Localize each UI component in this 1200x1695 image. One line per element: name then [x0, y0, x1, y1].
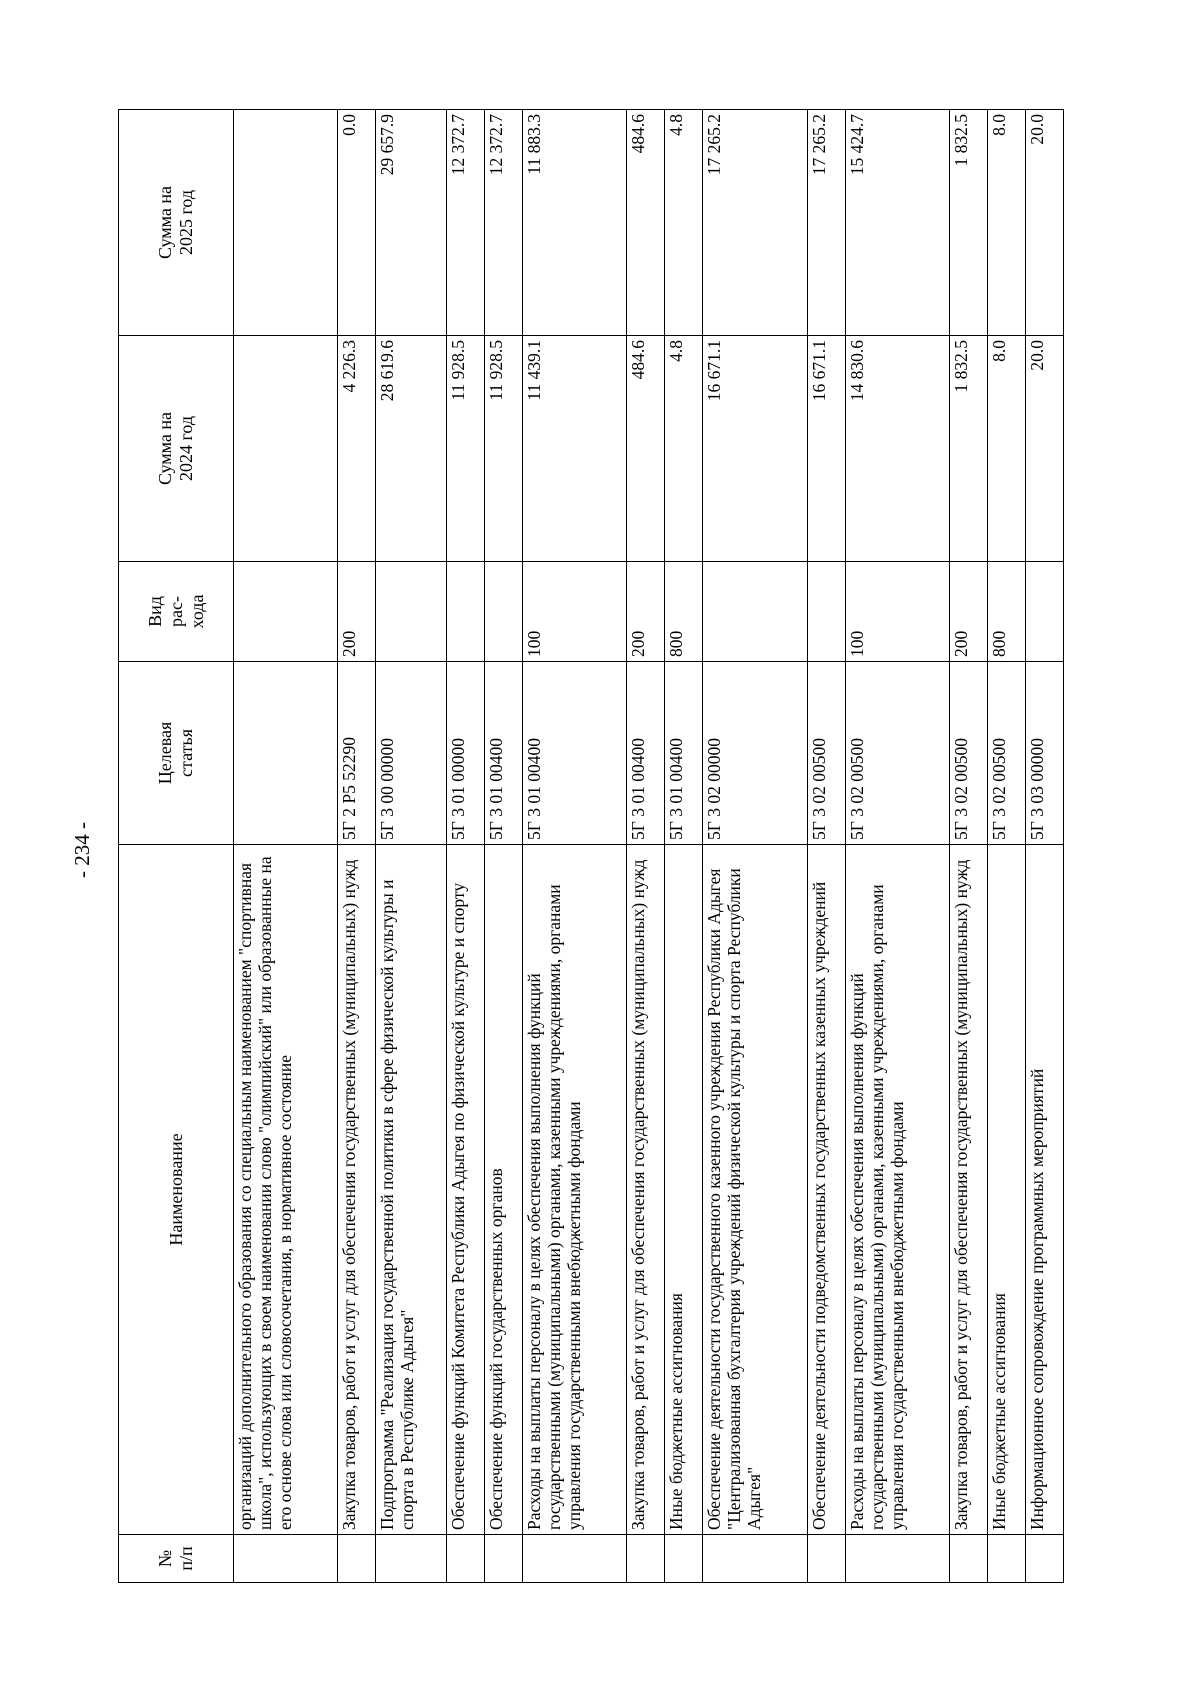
table-row [338, 110, 376, 1583]
table-row [376, 110, 447, 1583]
header-sum-2025: Сумма на 2025 год [119, 110, 234, 336]
row-target-cell: 5Г 3 01 00400 [485, 662, 523, 845]
row-num-cell [1025, 1535, 1063, 1583]
row-sum-2024-cell: 28 619.6 [376, 336, 447, 562]
row-name-cell: Закупка товаров, работ и услуг для обеспечения государственных (муниципальных) нужд [949, 845, 987, 1535]
budget-table-container [118, 110, 1064, 1583]
row-name-cell: Иные бюджетные ассигнования [665, 845, 703, 1535]
row-num-cell [338, 1535, 376, 1583]
row-target-cell: 5Г 3 02 00500 [987, 662, 1025, 845]
row-num-cell [807, 1535, 845, 1583]
row-sum-2025-cell: 8.0 [987, 110, 1025, 336]
row-name-cell: Обеспечение функций Комитета Республики Адыгея по физической культуре и спорту [447, 845, 485, 1535]
row-name-cell: Обеспечение функций государственных органов [485, 845, 523, 1535]
row-sum-2025-cell: 29 657.9 [376, 110, 447, 336]
row-kind-cell [447, 562, 485, 662]
row-sum-2025-cell: 4.8 [665, 110, 703, 336]
row-kind-cell: 200 [338, 562, 376, 662]
table-row [703, 110, 807, 1583]
header-sum-2024: Сумма на 2024 год [119, 336, 234, 562]
row-sum-2025-cell: 17 265.2 [807, 110, 845, 336]
row-num-cell [987, 1535, 1025, 1583]
row-num-cell [949, 1535, 987, 1583]
row-num-cell [485, 1535, 523, 1583]
table-row [234, 110, 338, 1583]
row-kind-cell [1025, 562, 1063, 662]
row-num-cell [234, 1535, 338, 1583]
row-sum-2024-cell: 11 928.5 [485, 336, 523, 562]
row-sum-2024-cell: 8.0 [987, 336, 1025, 562]
row-target-cell: 5Г 3 03 00000 [1025, 662, 1063, 845]
row-sum-2025-cell: 11 883.3 [523, 110, 627, 336]
table-row [949, 110, 987, 1583]
header-kind: Вид рас- хода [119, 562, 234, 662]
row-name-cell: Закупка товаров, работ и услуг для обеспечения государственных (муниципальных) нужд [338, 845, 376, 1535]
row-sum-2024-cell: 484.6 [627, 336, 665, 562]
page-number: - 234 - [70, 822, 94, 878]
row-sum-2024-cell: 16 671.1 [703, 336, 807, 562]
row-name-cell: организаций дополнительного образования со специальным наименованием "спортивная школа", использующих в своем наименовании слово "олимпийский" или образованные на его основе слова или словосочетания, в нормативное состояние [234, 845, 338, 1535]
table-row [447, 110, 485, 1583]
table-row [1025, 110, 1063, 1583]
table-body [234, 110, 1064, 1583]
row-target-cell: 5Г 3 02 00500 [807, 662, 845, 845]
row-sum-2025-cell [234, 110, 338, 336]
row-sum-2025-cell: 484.6 [627, 110, 665, 336]
row-kind-cell [807, 562, 845, 662]
row-target-cell: 5Г 3 00 00000 [376, 662, 447, 845]
row-kind-cell [703, 562, 807, 662]
row-target-cell [234, 662, 338, 845]
row-sum-2024-cell: 20.0 [1025, 336, 1063, 562]
row-num-cell [665, 1535, 703, 1583]
row-sum-2024-cell: 11 439.1 [523, 336, 627, 562]
row-sum-2025-cell: 20.0 [1025, 110, 1063, 336]
budget-table [118, 109, 1064, 1583]
row-sum-2025-cell: 15 424.7 [845, 110, 949, 336]
row-name-cell: Обеспечение деятельности государственного казенного учреждения Республики Адыгея "Централизованная бухгалтерия учреждений физической культуры и спорта Республики Адыгея" [703, 845, 807, 1535]
row-kind-cell: 200 [949, 562, 987, 662]
row-name-cell: Информационное сопровождение программных мероприятий [1025, 845, 1063, 1535]
row-sum-2024-cell: 4.8 [665, 336, 703, 562]
row-num-cell [523, 1535, 627, 1583]
row-kind-cell [234, 562, 338, 662]
row-sum-2024-cell: 4 226.3 [338, 336, 376, 562]
row-kind-cell [376, 562, 447, 662]
row-name-cell: Расходы на выплаты персоналу в целях обеспечения выполнения функций государственными (муниципальными) органами, казенными учреждениями, органами управления государственными внебюджетными фондами [523, 845, 627, 1535]
header-name: Наименование [119, 845, 234, 1535]
row-target-cell: 5Г 3 01 00400 [627, 662, 665, 845]
row-num-cell [845, 1535, 949, 1583]
table-row [807, 110, 845, 1583]
row-sum-2024-cell: 1 832.5 [949, 336, 987, 562]
table-row [627, 110, 665, 1583]
table-row [845, 110, 949, 1583]
header-num: № п/п [119, 1535, 234, 1583]
row-target-cell: 5Г 3 01 00400 [523, 662, 627, 845]
row-sum-2024-cell: 11 928.5 [447, 336, 485, 562]
table-row [485, 110, 523, 1583]
row-name-cell: Иные бюджетные ассигнования [987, 845, 1025, 1535]
row-name-cell: Закупка товаров, работ и услуг для обеспечения государственных (муниципальных) нужд [627, 845, 665, 1535]
row-target-cell: 5Г 2 Р5 52290 [338, 662, 376, 845]
table-row [523, 110, 627, 1583]
row-name-cell: Расходы на выплаты персоналу в целях обеспечения выполнения функций государственными (муниципальными) органами, казенными учреждениями, органами управления государственными внебюджетными фондами [845, 845, 949, 1535]
row-sum-2025-cell: 12 372.7 [485, 110, 523, 336]
row-kind-cell: 200 [627, 562, 665, 662]
row-num-cell [376, 1535, 447, 1583]
row-kind-cell: 800 [987, 562, 1025, 662]
row-kind-cell: 100 [845, 562, 949, 662]
row-target-cell: 5Г 3 02 00500 [845, 662, 949, 845]
row-kind-cell: 800 [665, 562, 703, 662]
header-target: Целевая статья [119, 662, 234, 845]
row-target-cell: 5Г 3 01 00000 [447, 662, 485, 845]
row-sum-2024-cell [234, 336, 338, 562]
table-row [987, 110, 1025, 1583]
row-name-cell: Обеспечение деятельности подведомственных государственных казенных учреждений [807, 845, 845, 1535]
table-row [665, 110, 703, 1583]
row-target-cell: 5Г 3 02 00500 [949, 662, 987, 845]
row-kind-cell [485, 562, 523, 662]
row-target-cell: 5Г 3 01 00400 [665, 662, 703, 845]
row-sum-2025-cell: 1 832.5 [949, 110, 987, 336]
row-kind-cell: 100 [523, 562, 627, 662]
row-sum-2025-cell: 17 265.2 [703, 110, 807, 336]
row-sum-2024-cell: 16 671.1 [807, 336, 845, 562]
row-sum-2024-cell: 14 830.6 [845, 336, 949, 562]
row-num-cell [627, 1535, 665, 1583]
row-target-cell: 5Г 3 02 00000 [703, 662, 807, 845]
row-sum-2025-cell: 12 372.7 [447, 110, 485, 336]
row-num-cell [703, 1535, 807, 1583]
row-sum-2025-cell: 0.0 [338, 110, 376, 336]
table-header-row [119, 110, 234, 1583]
row-num-cell [447, 1535, 485, 1583]
row-name-cell: Подпрограмма "Реализация государственной политики в сфере физической культуры и спорта в Республике Адыгея" [376, 845, 447, 1535]
